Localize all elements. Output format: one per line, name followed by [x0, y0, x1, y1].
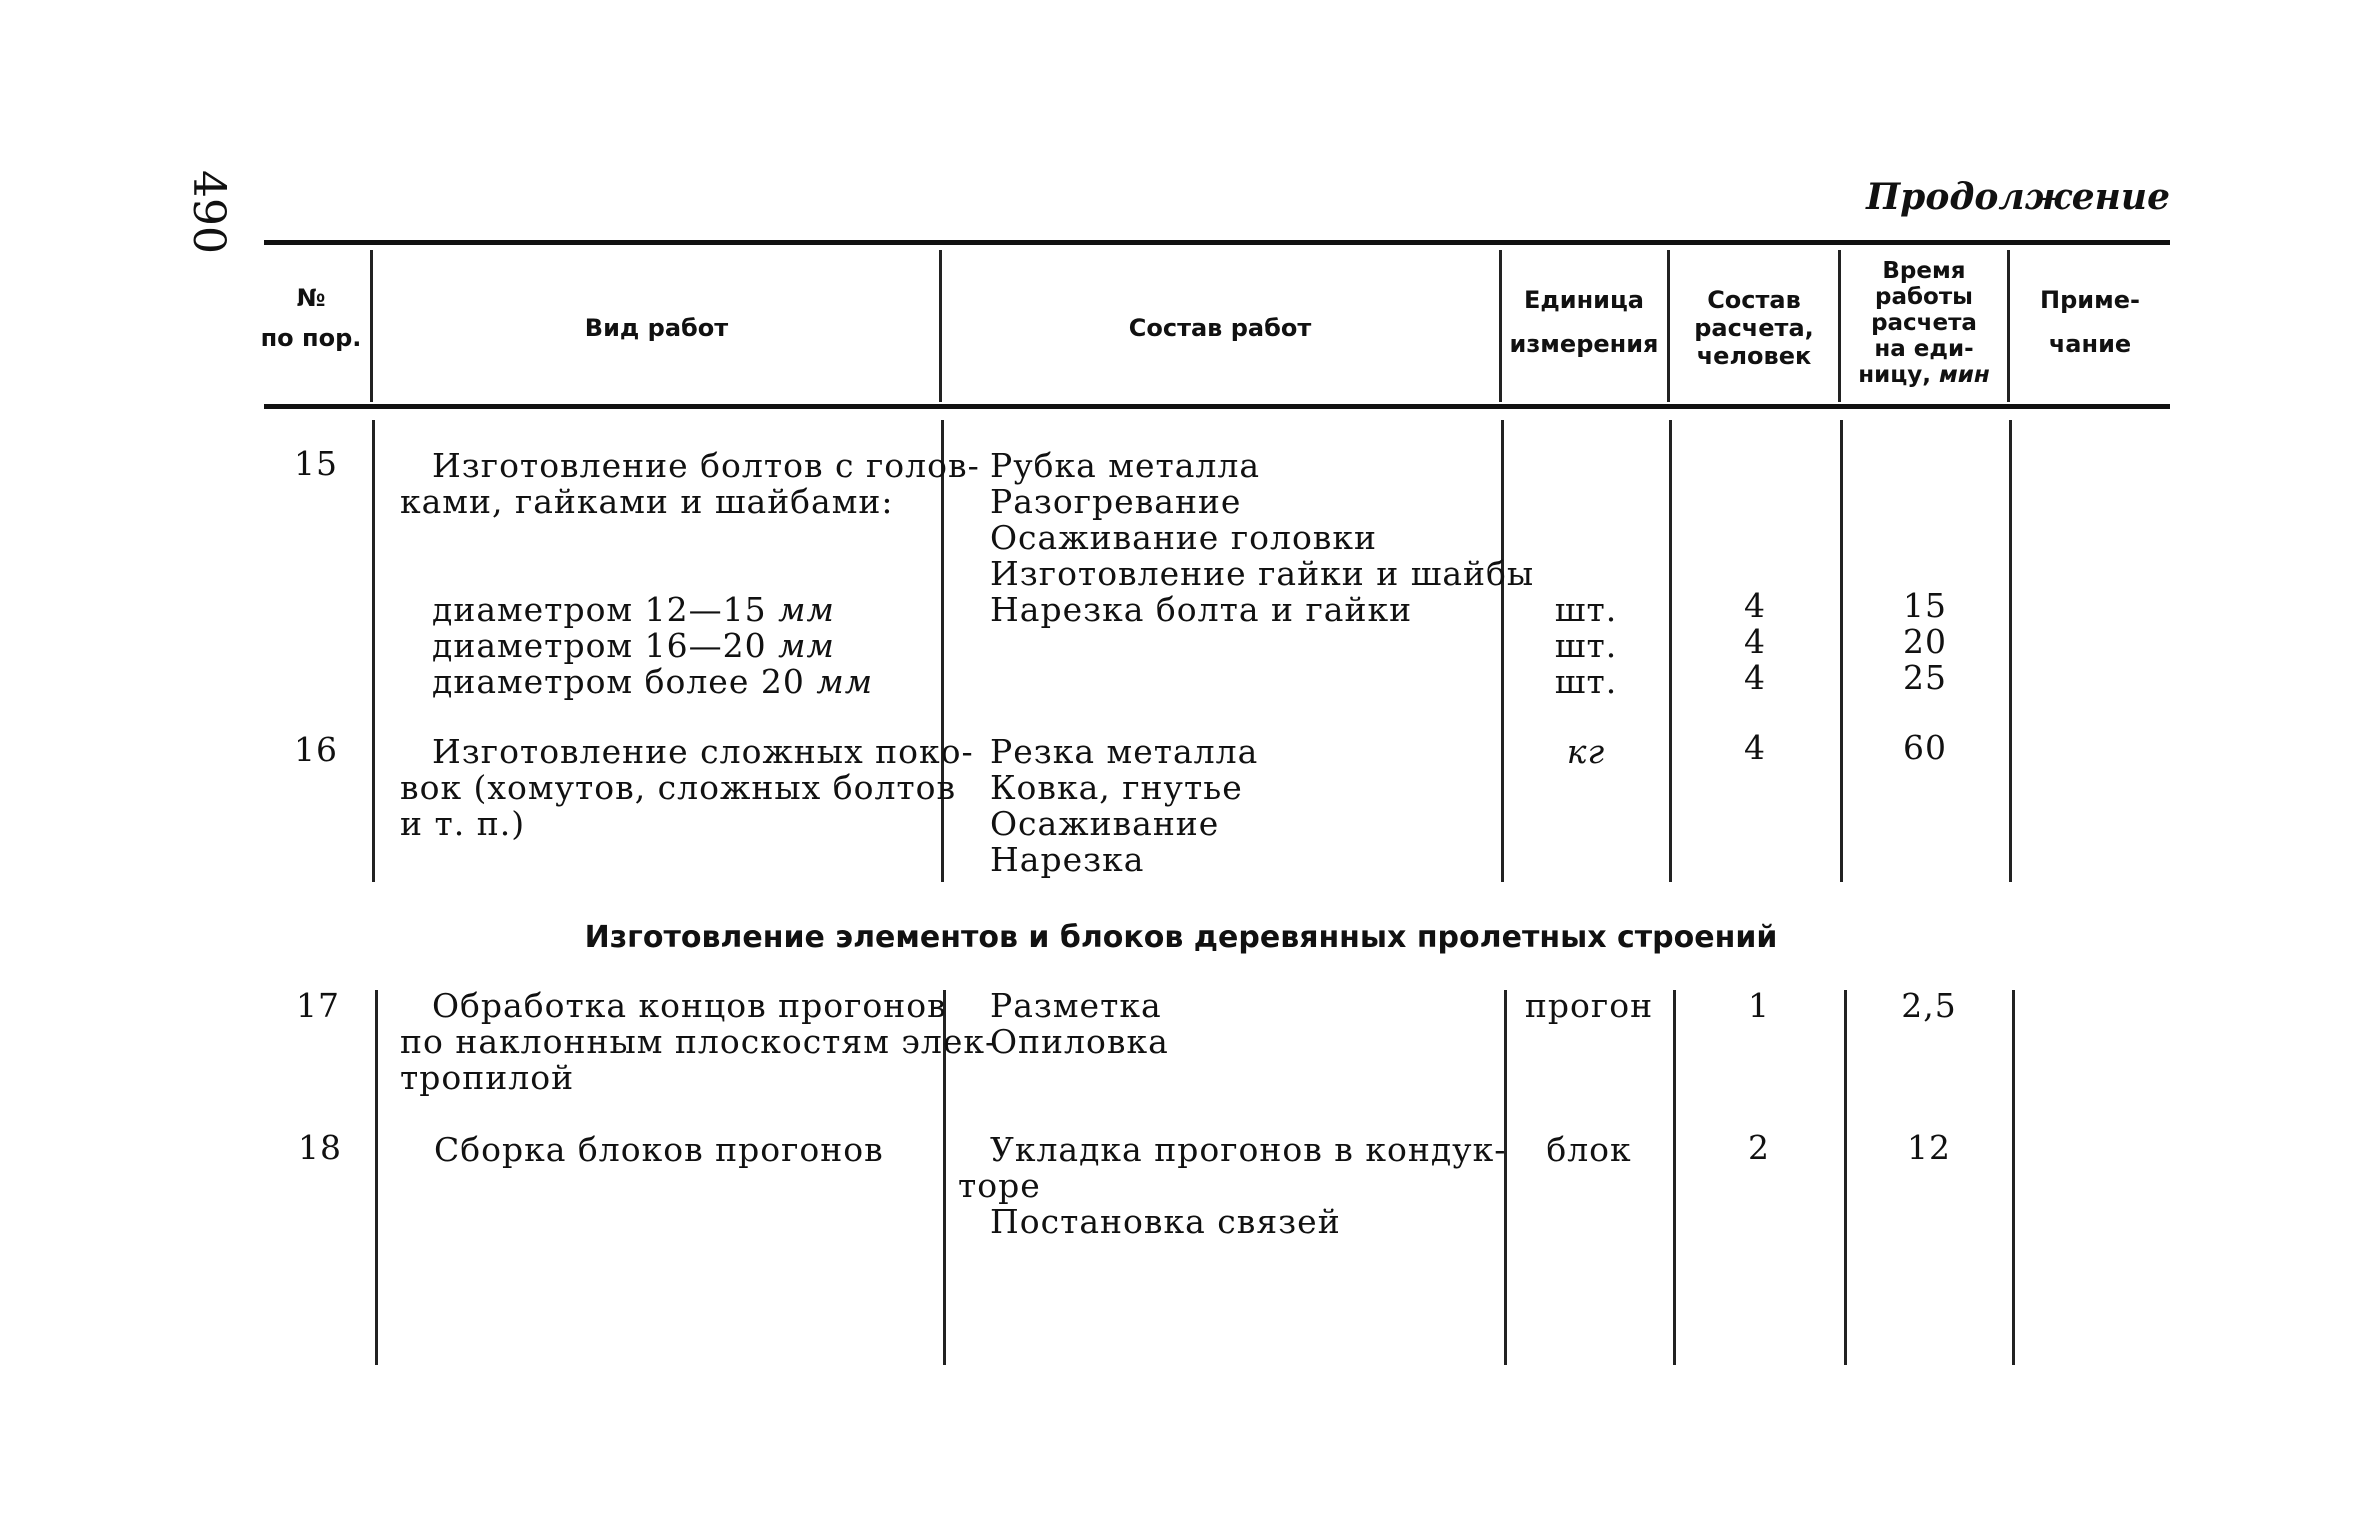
row-15-crew3: 4 — [1744, 658, 1766, 697]
row-16-type-line3: и т. п.) — [400, 804, 526, 843]
row-18-comp-line3: Постановка связей — [990, 1202, 1341, 1241]
row-16-time: 60 — [1903, 728, 1947, 767]
row-18-num: 18 — [298, 1128, 342, 1167]
header-unit-line1: Единица — [1524, 286, 1644, 314]
header-crew — [1670, 286, 1838, 370]
row-16-type-line1: Изготовление сложных поко- — [432, 732, 974, 771]
row-16-comp-line3: Осаживание — [990, 804, 1220, 843]
row-18-unit: блок — [1546, 1130, 1632, 1169]
header-unit-line2: измерения — [1509, 330, 1659, 358]
row-16-crew: 4 — [1744, 728, 1766, 767]
row-15-sub3-text: диаметром более 20 — [432, 662, 805, 701]
header-num-label: по пор. — [260, 324, 362, 352]
header-note — [2010, 286, 2170, 358]
header-work-composition: Состав работ — [1128, 314, 1312, 342]
row-15-subitems — [432, 592, 873, 700]
row-17-num: 17 — [296, 986, 340, 1025]
row-16-comp-line1: Резка металла — [990, 732, 1259, 771]
row-15-time3: 25 — [1903, 658, 1947, 697]
row-16-unit — [1504, 734, 1668, 770]
body-divider — [1844, 990, 1847, 1365]
header-crew-line2: расчета, — [1694, 314, 1814, 342]
table-top-rule — [264, 240, 2170, 245]
row-15-sub2 — [432, 628, 873, 664]
row-17-unit: прогон — [1524, 986, 1654, 1025]
table-header-rule — [264, 404, 2170, 409]
header-time-unit: мин — [1939, 362, 1990, 388]
row-16-comp-line4: Нарезка — [990, 840, 1145, 879]
header-work-type: Вид работ — [584, 314, 729, 342]
row-18-composition — [958, 1130, 1507, 1241]
row-15-sub1-unit: мм — [778, 590, 835, 629]
body-divider — [2012, 990, 2015, 1365]
row-18-comp-line2: торе — [958, 1166, 1041, 1205]
header-crew-line3: человек — [1696, 342, 1812, 370]
row-17-composition — [990, 988, 1169, 1060]
body-divider — [375, 990, 378, 1365]
continuation-label: Продолжение — [1866, 176, 2170, 218]
row-16-comp-line2: Ковка, гнутье — [990, 768, 1243, 807]
header-time-line3: расчета — [1871, 310, 1977, 336]
row-15-comp-line1: Рубка металла — [990, 446, 1261, 485]
body-divider — [2009, 420, 2012, 882]
row-16-unit-text: кг — [1566, 732, 1606, 771]
row-16-type — [400, 732, 974, 843]
row-18-crew: 2 — [1748, 1128, 1770, 1167]
header-unit — [1502, 286, 1666, 358]
row-15-unit3: шт. — [1554, 662, 1618, 701]
header-divider — [370, 250, 373, 402]
row-17-type — [400, 986, 998, 1097]
header-time-line2: работы — [1875, 284, 1973, 310]
header-num — [256, 284, 366, 352]
section-title: Изготовление элементов и блоков деревянных пролетных строений — [584, 920, 1778, 955]
row-15-comp-line3: Осаживание головки — [990, 518, 1378, 557]
row-15-sub3 — [432, 664, 873, 700]
header-crew-line1: Состав — [1707, 286, 1801, 314]
row-16-num: 16 — [294, 730, 338, 769]
row-15-crew2: 4 — [1744, 622, 1766, 661]
row-15-crew — [1672, 588, 1838, 696]
body-divider — [372, 420, 375, 882]
row-17-type-line1: Обработка концов прогонов — [432, 986, 947, 1025]
row-15-type-line2: ками, гайками и шайбами: — [400, 482, 894, 521]
header-note-line1: Приме- — [2040, 286, 2140, 314]
row-15-sub3-unit: мм — [816, 662, 874, 701]
row-17-type-line3: тропилой — [400, 1058, 575, 1097]
row-17-crew: 1 — [1748, 986, 1770, 1025]
row-15-units — [1504, 592, 1668, 700]
header-time-line4: на еди- — [1874, 336, 1974, 362]
row-17-time: 2,5 — [1901, 986, 1957, 1025]
row-16-type-line2: вок (хомутов, сложных болтов — [400, 768, 957, 807]
header-time-line5 — [1841, 362, 2007, 388]
row-15-sub1 — [432, 592, 873, 628]
row-17-comp-line1: Разметка — [990, 986, 1162, 1025]
row-16-composition — [990, 734, 1258, 878]
row-15-time — [1843, 588, 2007, 696]
row-15-num: 15 — [294, 444, 338, 483]
row-15-sub2-text: диаметром 16—20 — [432, 626, 767, 665]
header-note-line2: чание — [2048, 330, 2132, 358]
row-15-unit1: шт. — [1554, 590, 1618, 629]
row-15-comp-line4: Изготовление гайки и шайбы — [990, 554, 1535, 593]
header-num-symbol: № — [296, 284, 326, 312]
header-time-line5-text: ницу, — [1858, 362, 1931, 388]
row-17-comp-line2: Опиловка — [990, 1022, 1169, 1061]
row-15-time2: 20 — [1903, 622, 1947, 661]
row-15-unit2: шт. — [1554, 626, 1618, 665]
row-18-type — [434, 1132, 884, 1168]
row-15-sub1-text: диаметром 12—15 — [432, 590, 767, 629]
row-15-composition — [990, 448, 1534, 628]
row-18-comp-line1: Укладка прогонов в кондук- — [990, 1130, 1507, 1169]
row-18-type-line1: Сборка блоков прогонов — [434, 1130, 884, 1169]
row-15-type — [400, 446, 980, 521]
header-time-line1: Время — [1882, 258, 1966, 284]
row-17-type-line2: по наклонным плоскостям элек- — [400, 1022, 998, 1061]
row-15-sub2-unit: мм — [778, 626, 835, 665]
header-time — [1841, 258, 2007, 388]
row-15-comp-line2: Разогревание — [990, 482, 1242, 521]
row-15-crew1: 4 — [1744, 586, 1766, 625]
row-18-time: 12 — [1907, 1128, 1951, 1167]
row-15-time1: 15 — [1903, 586, 1947, 625]
body-divider — [1673, 990, 1676, 1365]
row-15-comp-line5: Нарезка болта и гайки — [990, 590, 1413, 629]
page-number: 490 — [183, 170, 234, 254]
row-15-type-line1: Изготовление болтов с голов- — [432, 446, 980, 485]
